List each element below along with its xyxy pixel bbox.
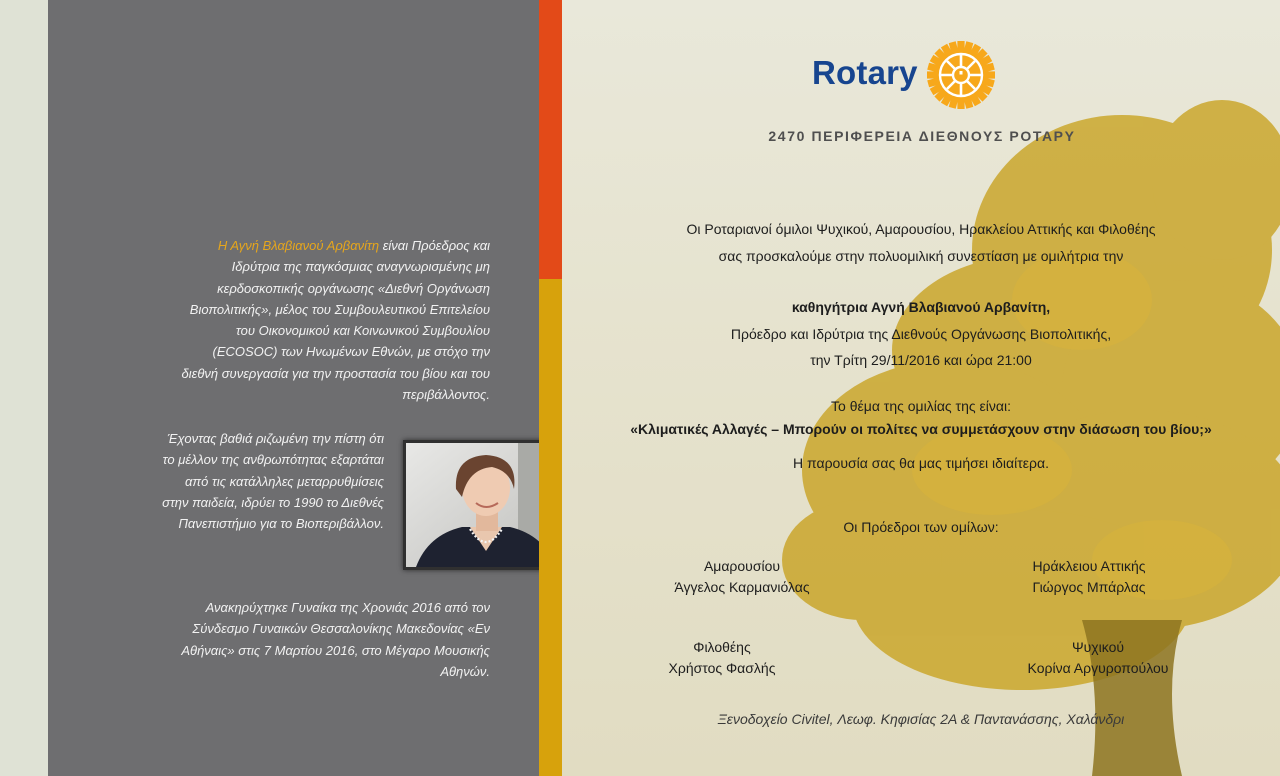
closing-line: Η παρουσία σας θα μας τιμήσει ιδιαίτερα.	[793, 455, 1049, 471]
president-name: Χρήστος Φασλής	[668, 660, 776, 676]
left-margin	[0, 0, 48, 776]
invitation-line-1: Οι Ροταριανοί όμιλοι Ψυχικού, Αμαρουσίου, Ηρακλείου Αττικής και Φιλοθέης	[686, 221, 1156, 237]
topic-intro: Το θέμα της ομιλίας της είναι:	[831, 398, 1011, 414]
invitation-line-2: σας προσκαλούμε στην πολυομιλική συνεστίαση με ομιλήτρια την	[718, 248, 1124, 264]
president-club: Αμαρουσίου	[703, 558, 781, 574]
bio-paragraph-1-text: είναι Πρόεδρος και Ιδρύτρια της παγκόσμιας αναγνωρισμένης μη κερδοσκοπικής οργάνωσης «Διεθνή Οργάνωση Βιοπολιτικής», μέλος του Συμβουλευτικού Επιτελείου του Οικονομικού και Κοινωνικού Συμβουλίου (ECOSOC) των Ηνωμένων Εθνών, με στόχο την διεθνή συνεργασία για την προστασία του βίου και του περιβάλλοντος.	[181, 238, 490, 403]
president-name: Άγγελος Καρμανιόλας	[674, 579, 810, 595]
president-filotheis	[622, 637, 822, 679]
venue-address: Ξενοδοχείο Civitel, Λεωφ. Κηφισίας 2Α & Παντανάσσης, Χαλάνδρι	[717, 711, 1125, 727]
president-club: Ψυχικού	[1071, 639, 1125, 655]
rotary-logo	[812, 40, 1002, 110]
president-name: Γιώργος Μπάρλας	[1032, 579, 1146, 595]
event-datetime: την Τρίτη 29/11/2016 και ώρα 21:00	[810, 352, 1032, 368]
accent-stripe-red	[539, 0, 562, 279]
president-name: Κορίνα Αργυροπούλου	[1027, 660, 1169, 676]
president-irakleiou	[989, 556, 1189, 598]
rotary-wordmark: Rotary	[812, 54, 918, 91]
district-title: 2470 ΠΕΡΙΦΕΡΕΙΑ ΔΙΕΘΝΟΥΣ ΡΟΤΑΡΥ	[768, 128, 1076, 144]
president-amarousiou	[642, 556, 842, 598]
speaker-name: καθηγήτρια Αγνή Βλαβιανού Αρβανίτη,	[791, 299, 1051, 315]
bio-panel	[48, 0, 539, 776]
accent-stripe-yellow	[539, 279, 562, 776]
invitation-panel	[562, 0, 1280, 776]
rotary-wheel-icon	[926, 40, 996, 110]
presidents-heading: Οι Πρόεδροι των ομίλων:	[843, 519, 999, 535]
bio-name-highlight: Η Αγνή Βλαβιανού Αρβανίτη	[217, 238, 380, 253]
topic-title: «Κλιματικές Αλλαγές – Μπορούν οι πολίτες να συμμετάσχουν στην διάσωση του βίου;»	[630, 421, 1212, 437]
bio-paragraph-3: Ανακηρύχτηκε Γυναίκα της Χρονιάς 2016 από τον Σύνδεσμο Γυναικών Θεσσαλονίκης Μακεδονίας «Εν Αθήναις» στις 7 Μαρτίου 2016, στο Μέγαρο Μουσικής Αθηνών.	[181, 600, 490, 679]
bio-paragraph-1	[178, 235, 490, 405]
president-psychikou	[998, 637, 1198, 679]
president-club: Φιλοθέης	[693, 639, 751, 655]
president-club: Ηράκλειου Αττικής	[1032, 558, 1146, 574]
speaker-role: Πρόεδρο και Ιδρύτρια της Διεθνούς Οργάνωσης Βιοπολιτικής,	[730, 326, 1112, 342]
bio-paragraph-2: Έχοντας βαθιά ριζωμένη την πίστη ότι το μέλλον της ανθρωπότητας εξαρτάται από τις κατάλληλες μεταρρυθμίσεις στην παιδεία, ιδρύει το 1990 το Διεθνές Πανεπιστήμιο για το Βιοπεριβάλλον.	[162, 431, 384, 532]
